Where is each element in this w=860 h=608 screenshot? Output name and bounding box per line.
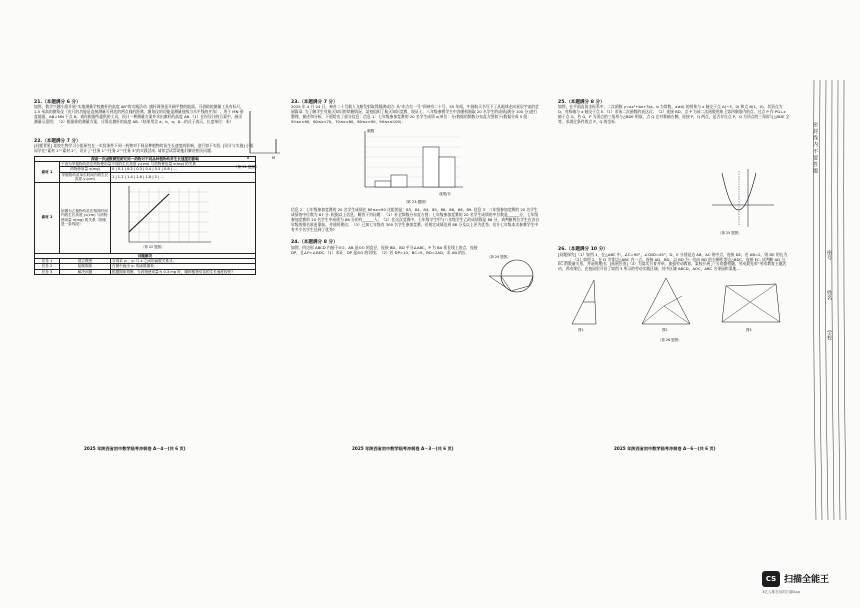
- question-21-text: 如图，数学兴趣小组开展“实地测量学校旗杆的高度 AB”的实践活动. 旗杆周围是开阔平整的地面，可借助的测量工具有标尺，1.5 米高的测角仪（皮尺的功能是直接测量可到达的两点间的距离，测角仪的功能是测量视线与水平线的夹角），用于 MN 垂直地面，AB⊥MN 于点 B，请你根据所提供的工具，设计一种测量方案并求出旗杆的高度 AB.（1）在你设计的方案中，画出测量示意图；（2）根据你的测量方案，计算出旗杆的高度 AB.（结果用含 a，b，α，β…的式子表示，长度单位：米）: [34, 104, 244, 124]
- school-char-2: 校: [826, 335, 832, 340]
- scanner-watermark: [762, 569, 852, 597]
- footer-page-4: 2025 年陕西省初中数学临考冲刺卷 A－4－(共 6 页): [84, 446, 186, 451]
- svg-text:M: M: [272, 156, 276, 161]
- seal-field-name: [826, 290, 833, 300]
- page-column-3: [558, 100, 800, 468]
- task-2-label: 任务 2: [35, 264, 60, 269]
- y-val-4: 1.8: [145, 175, 152, 180]
- question-22-text: [问题背景] 某校生物学习小组研究在一实验条件下同一药物对不同品种植物幼苗生长速度的影响，进行如下实验. [设计与实施] 小组同学在“素材 1”“素材 2”，设计了“任务 1”“任务 2”“任务 3”的实践活动. 请你尝试帮助他们解决相关问题.: [34, 143, 254, 153]
- task-1-name: 建立模型: [60, 259, 111, 264]
- task-1-text: 分别求 y₁，y₂ 与 x 之间的函数关系式；: [111, 259, 256, 264]
- x-val-4: 0.4: [145, 167, 152, 172]
- figure-2-label: 图2: [662, 328, 668, 332]
- flagpole-figure: [246, 109, 282, 161]
- seal-warning-text: 密 封 线 内 不 要 答 题: [812, 122, 818, 174]
- task-3-label: 任务 3: [35, 269, 60, 274]
- footer-page-6: 2025 年陕西省初中数学临考冲刺卷 A－6－(共 6 页): [614, 446, 716, 451]
- task-table: [34, 156, 256, 276]
- y-val-3: 1.6: [136, 175, 142, 180]
- question-25-text: 如图，在平面直角坐标系中，二次函数 y=ax²+bx+3(a，b 为常数，a≠0) 的图象与 x 轴交于点 A(−3，0) 和点 B(1，0)，其顶点为 D，对称轴与 x 轴交于点 E.（1）求该二次函数的表达式；（2）连接 BD，点 P 为该二次函数图象上第四象限内的点，过点 P 作 PG⊥x 轴于点 G，若 G，P 为顶点的三角形与△BDE 相似，点 Q 在对称轴右侧，连接 P，Q 两点，是否存在点 P，Q 为顶点的三角形与△BDE 全等，求满足条件的点 P，Q 的坐标.: [558, 104, 790, 124]
- figure-26-caption: （第 26 题图）: [658, 338, 682, 342]
- footer-page-3: 2025 年陕西省初中数学临考冲刺卷 A－3－(共 6 页): [352, 446, 454, 451]
- name-char-2: 名: [826, 295, 832, 300]
- seat-char-2: 号: [826, 255, 832, 260]
- solve-title: 问题解决: [35, 253, 256, 258]
- x-val-1: 0.1: [117, 167, 124, 172]
- seal-field-school: [826, 330, 833, 340]
- figure-21-caption: （第 21 题图）: [234, 165, 259, 170]
- question-25-header: 25.（本题满分 8 分）: [558, 100, 605, 105]
- page-column-1: [34, 100, 284, 468]
- histogram-xlabel: 成绩/分: [439, 191, 451, 196]
- material-2-label: 素材 2: [35, 182, 60, 253]
- figure-3-label: 图3: [746, 328, 752, 332]
- figure-23-caption: （第 23 题图）: [403, 200, 429, 204]
- material-2-desc: 如图为乙植物幼苗在相同时间内的生长高度 y₂(cm) 与药物使用量 x(mg) 的关系（图象是一条线段）: [60, 182, 111, 253]
- camscanner-logo-icon: CS: [762, 571, 780, 587]
- histogram-23: [351, 127, 471, 199]
- row-y-label: 甲植物幼苗单位时间内的生长高度 y₁(cm): [60, 172, 111, 182]
- task-1-label: 任务 1: [35, 259, 60, 264]
- question-23-text: 2025 年 4 月 24 日，神舟二十号载人飞船发射取得圆满成功. 从“东方红一号”到神舟二十号，55 年间，中国航天书写下了从地球走向星辰宇宙的壮丽篇章. 为了解学生对航天知识的掌握情况，某校组织了航天知识竞赛，现从七、八年级参赛学生中各随机抽取 20 名学生的成绩(满分 100 分)进行整理、描述和分析，下面给出了部分信息：信息 1：七年级参加竞赛的 20 名学生成绩 x(单位：分)数据的频数分布直方图如下(数据分成 5 组：50≤x<60，60≤x<70，70≤x<80，80≤x<90，90≤x≤100)：: [291, 104, 539, 124]
- name-char-1: 姓: [826, 290, 832, 295]
- parabola-figure-25: [708, 167, 778, 229]
- circle-figure-24: [487, 252, 539, 300]
- y-val-2: 1.4: [127, 175, 133, 180]
- material-1-desc: 下表为甲植物幼苗在药物使用量不同的生长高度 y₁(cm) 与药物使用量 x(mg) 的关系: [60, 162, 256, 167]
- page-column-2: [291, 100, 541, 468]
- task-3-text: 根据图象判断，当药物使用量为 0.3 mg 时，哪种植物幼苗的生长速度较快?: [111, 269, 256, 274]
- question-26-text: [问题探究]（1）如图 1，在△ABC 中，∠C=90°，∠CBD=45°，D，E 分别是边 AB，AC 的中点，连接 DE，若 AB=2，则 DE 的长为______；（2）如图 2，在 D 为等边△ABC 内一点，连接 AD，BD，以 BD 为一边向 BD 的右侧作等边△BDC，连接 EC. 试判断 AD 与 EC 的数量关系，并说明理由；[拓展应用]（3）为落实五育并举，加强劳动教育，某校开展了“五育勤相融，劳动最光荣”劳动教育主题活动，养动课后，在校园里开设了如图 3 所示的劳动实践区域，其中区域 ABCD，AOC，ABC 为果园和菜地…: [558, 251, 788, 272]
- x-val-7: …: [173, 167, 177, 172]
- figure-1-label: 图1: [578, 328, 584, 332]
- watermark-tagline: 3亿人都在用的扫描App: [762, 590, 801, 594]
- x-val-6: 0.6: [163, 167, 170, 172]
- quadrilateral-figure-3: [718, 276, 782, 328]
- y-val-0: 1: [112, 175, 115, 180]
- line-graph-22: [119, 184, 215, 252]
- y-val-5: 2: [154, 175, 157, 180]
- row-y-values: 1 | 1.2 | 1.4 | 1.6 | 1.8 | 2 | …: [111, 172, 256, 182]
- svg-text:B: B: [247, 156, 250, 161]
- figure-26-group: [558, 276, 800, 338]
- x-val-3: 0.3: [136, 167, 142, 172]
- seat-char-1: 座: [826, 250, 832, 255]
- watermark-app-name: 扫描全能王: [784, 575, 830, 585]
- question-26-header: 26.（本题满分 10 分）: [558, 247, 608, 253]
- triangle-figure-2: [636, 276, 696, 328]
- triangle-figure-1: [566, 276, 606, 328]
- graph-cell: [111, 182, 256, 253]
- y-val-1: 1.2: [117, 175, 124, 180]
- row-x-label: 药物使用量 x(mg): [60, 167, 111, 172]
- question-24-text: 如图，四边形 ABCD 内接于⊙O，AB 是⊙O 的直径，连接 BD，BD 平分∠ABC，P 为 BA 延长线上的点，连接 DP，且∠P=∠BDC.（1）求证：DP 是⊙O 的切线；（2）若 DP=10，BC=9，BD=2AD，求 AB 的长.: [291, 244, 478, 255]
- seal-field-seat: [826, 250, 833, 260]
- row-x-values: 0 | 0.1 | 0.2 | 0.3 | 0.4 | 0.5 | 0.6 | …: [111, 167, 256, 172]
- x-val-2: 0.2: [127, 167, 133, 172]
- figure-24-caption: （第 24 题图）: [487, 255, 511, 260]
- x-val-0: 0: [112, 167, 115, 172]
- material-1-label: 素材 1: [35, 162, 60, 183]
- task-2-text: 在图中画出 y₁ 的函数图象；: [111, 264, 256, 269]
- figure-25-caption: （第 25 题图）: [718, 231, 742, 236]
- question-21-header: 21.（本题满分 6 分）: [34, 100, 81, 105]
- question-22-header: 22.（本题满分 7 分）: [34, 138, 81, 144]
- question-23-header: 23.（本题满分 7 分）: [291, 100, 338, 105]
- y-val-6: …: [160, 175, 165, 180]
- question-24-header: 24.（本题满分 8 分）: [291, 240, 338, 246]
- figure-22-caption: （第 22 题图）: [141, 244, 165, 249]
- x-val-5: 0.5: [154, 167, 161, 172]
- task-2-name: 绘制图象: [60, 264, 111, 269]
- histogram-ylabel: 频数: [367, 128, 375, 133]
- table-title: 探索一次函数模型研究同一药物对不同品种植物幼苗生长速度的影响: [35, 156, 256, 161]
- school-char-1: 学: [826, 330, 832, 335]
- task-3-name: 解决问题: [60, 269, 111, 274]
- question-23-info: 信息 2：七年级参加竞赛的 20 名学生成绩在 80≤x<90 这组的是：83，84，84，85，86，86，86，89. 信息 3：八年级参加竞赛的 20 名学生成绩的中位数为 87 分. 根据以上信息，解答下列问题：（1）补全频数分布直方图；七年级参加竞赛的 20 名学生成绩的中位数是______分，七年级参加竞赛的 20 名学生中成绩为 86 分的有______人；（2）在这次竞赛中，七年级学生甲与八年级学生乙的成绩都是 86 分，请判断两位学生在各自年级的排名谁更靠前，并说明理由；（3）已知七年级有 300 名学生参加竞赛，若规定成绩达到 88 分及以上评为优秀，估计七年级本次参赛学生中有多少名学生达到了优秀?: [291, 207, 540, 232]
